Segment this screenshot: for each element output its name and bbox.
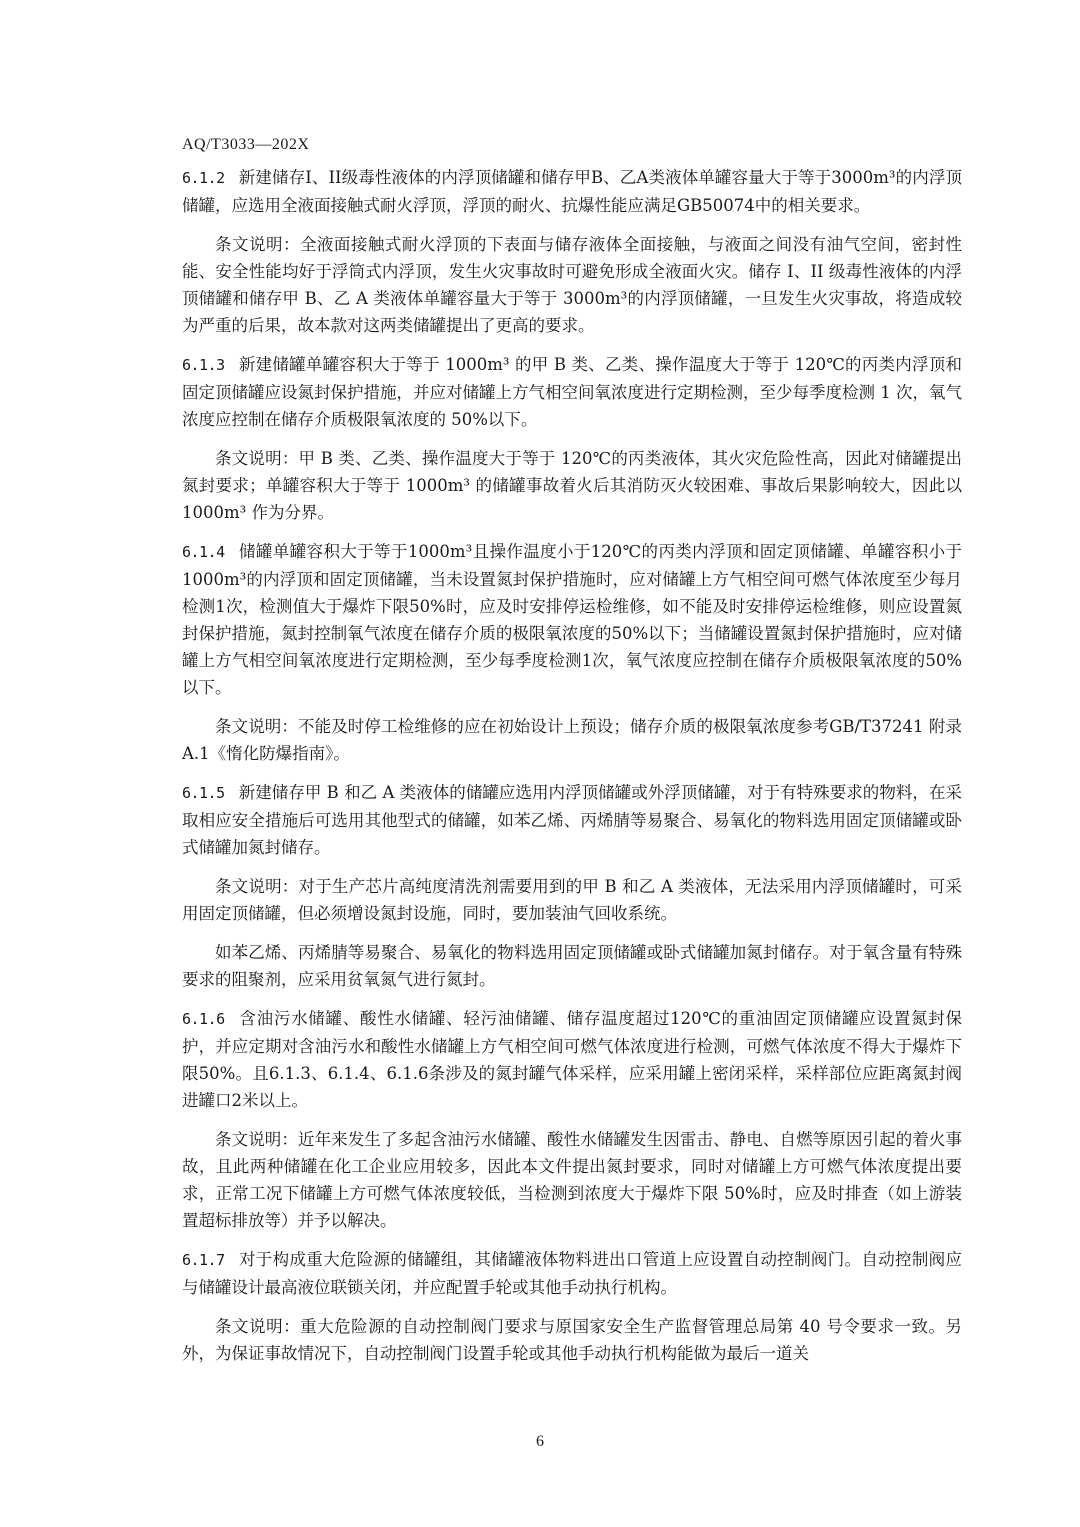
clause-number: 6.1.5 [182,784,225,802]
clause-note: 条文说明：不能及时停工检维修的应在初始设计上预设；储存介质的极限氧浓度参考GB/T37241 附录 A.1《惰化防爆指南》。 [182,717,962,763]
clause-text: 储罐单罐容积大于等于1000m³且操作温度小于120℃的丙类内浮顶和固定顶储罐、单罐容积小于1000m³的内浮顶和固定顶储罐，当未设置氮封保护措施时，应对储罐上方气相空间可燃气体浓度至少每月检测1次，检测值大于爆炸下限50%时，应及时安排停运检维修，如不能及时安排停运检维修，则应设置氮封保护措施，氮封控制氧气浓度在储存介质的极限氧浓度的50%以下；当储罐设置氮封保护措施时，应对储罐上方气相空间氧浓度进行定期检测，至少每季度检测1次，氧气浓度应控制在储存介质极限氧浓度的50%以下。 [182,542,962,697]
page-number: 6 [536,1433,544,1450]
clause-6-1-2 [182,164,962,219]
clause-number: 6.1.3 [182,356,225,374]
clause-6-1-3 [182,351,962,433]
clause-6-1-5 [182,779,962,861]
clause-number: 6.1.7 [182,1251,225,1269]
clause-text: 新建储罐单罐容积大于等于 1000m³ 的甲 B 类、乙类、操作温度大于等于 120℃的丙类内浮顶和固定顶储罐应设氮封保护措施，并应对储罐上方气相空间氧浓度进行定期检测，至少每季度检测 1 次，氧气浓度应控制在储存介质极限氧浓度的 50%以下。 [182,355,962,429]
clause-note: 条文说明：甲 B 类、乙类、操作温度大于等于 120℃的丙类液体，其火灾危险性高，因此对储罐提出氮封要求；单罐容积大于等于 1000m³ 的储罐事故着火后其消防灭火较困难、事故后果影响较大，因此以 1000m³ 作为分界。 [182,449,962,522]
clause-note: 如苯乙烯、丙烯腈等易聚合、易氧化的物料选用固定顶储罐或卧式储罐加氮封储存。对于氧含量有特殊要求的阻聚剂，应采用贫氧氮气进行氮封。 [182,943,962,989]
clause-number: 6.1.4 [182,543,225,561]
clause-text: 含油污水储罐、酸性水储罐、轻污油储罐、储存温度超过120℃的重油固定顶储罐应设置氮封保护，并应定期对含油污水和酸性水储罐上方气相空间可燃气体浓度进行检测，可燃气体浓度不得大于爆炸下限50%。且6.1.3、6.1.4、6.1.6条涉及的氮封罐气体采样，应采用罐上密闭采样，采样部位应距离氮封阀进罐口2米以上。 [182,1009,962,1110]
document-header: AQ/T3033—202X [182,136,310,153]
clause-6-1-7 [182,1246,962,1301]
clause-note: 条文说明：全液面接触式耐火浮顶的下表面与储存液体全面接触，与液面之间没有油气空间，密封性能、安全性能均好于浮筒式内浮顶，发生火灾事故时可避免形成全液面火灾。储存 I、II 级毒性液体的内浮顶储罐和储存甲 B、乙 A 类液体单罐容量大于等于 3000m³的内浮顶储罐，一旦发生火灾事故，将造成较为严重的后果，故本款对这两类储罐提出了更高的要求。 [182,235,962,335]
clause-6-1-4 [182,538,962,701]
clause-text: 新建储存甲 B 和乙 A 类液体的储罐应选用内浮顶储罐或外浮顶储罐，对于有特殊要求的物料，在采取相应安全措施后可选用其他型式的储罐，如苯乙烯、丙烯腈等易聚合、易氧化的物料选用固定顶储罐或卧式储罐加氮封储存。 [182,783,962,857]
clause-note: 条文说明：近年来发生了多起含油污水储罐、酸性水储罐发生因雷击、静电、自燃等原因引起的着火事故，且此两种储罐在化工企业应用较多，因此本文件提出氮封要求，同时对储罐上方可燃气体浓度提出要求，正常工况下储罐上方可燃气体浓度较低，当检测到浓度大于爆炸下限 50%时，应及时排查（如上游装置超标排放等）并予以解决。 [182,1130,962,1230]
clause-number: 6.1.2 [182,169,225,187]
clause-text: 对于构成重大危险源的储罐组，其储罐液体物料进出口管道上应设置自动控制阀门。自动控制阀应与储罐设计最高液位联锁关闭，并应配置手轮或其他手动执行机构。 [182,1250,962,1297]
clause-note: 条文说明：重大危险源的自动控制阀门要求与原国家安全生产监督管理总局第 40 号令要求一致。另外，为保证事故情况下，自动控制阀门设置手轮或其他手动执行机构能做为最后一道关 [182,1317,962,1363]
clause-note: 条文说明：对于生产芯片高纯度清洗剂需要用到的甲 B 和乙 A 类液体，无法采用内浮顶储罐时，可采用固定顶储罐，但必须增设氮封设施，同时，要加装油气回收系统。 [182,877,962,923]
clause-text: 新建储存I、II级毒性液体的内浮顶储罐和储存甲B、乙A类液体单罐容量大于等于3000m³的内浮顶储罐，应选用全液面接触式耐火浮顶，浮顶的耐火、抗爆性能应满足GB50074中的相关要求。 [182,168,962,215]
clause-number: 6.1.6 [182,1010,225,1028]
clause-6-1-6 [182,1005,962,1114]
